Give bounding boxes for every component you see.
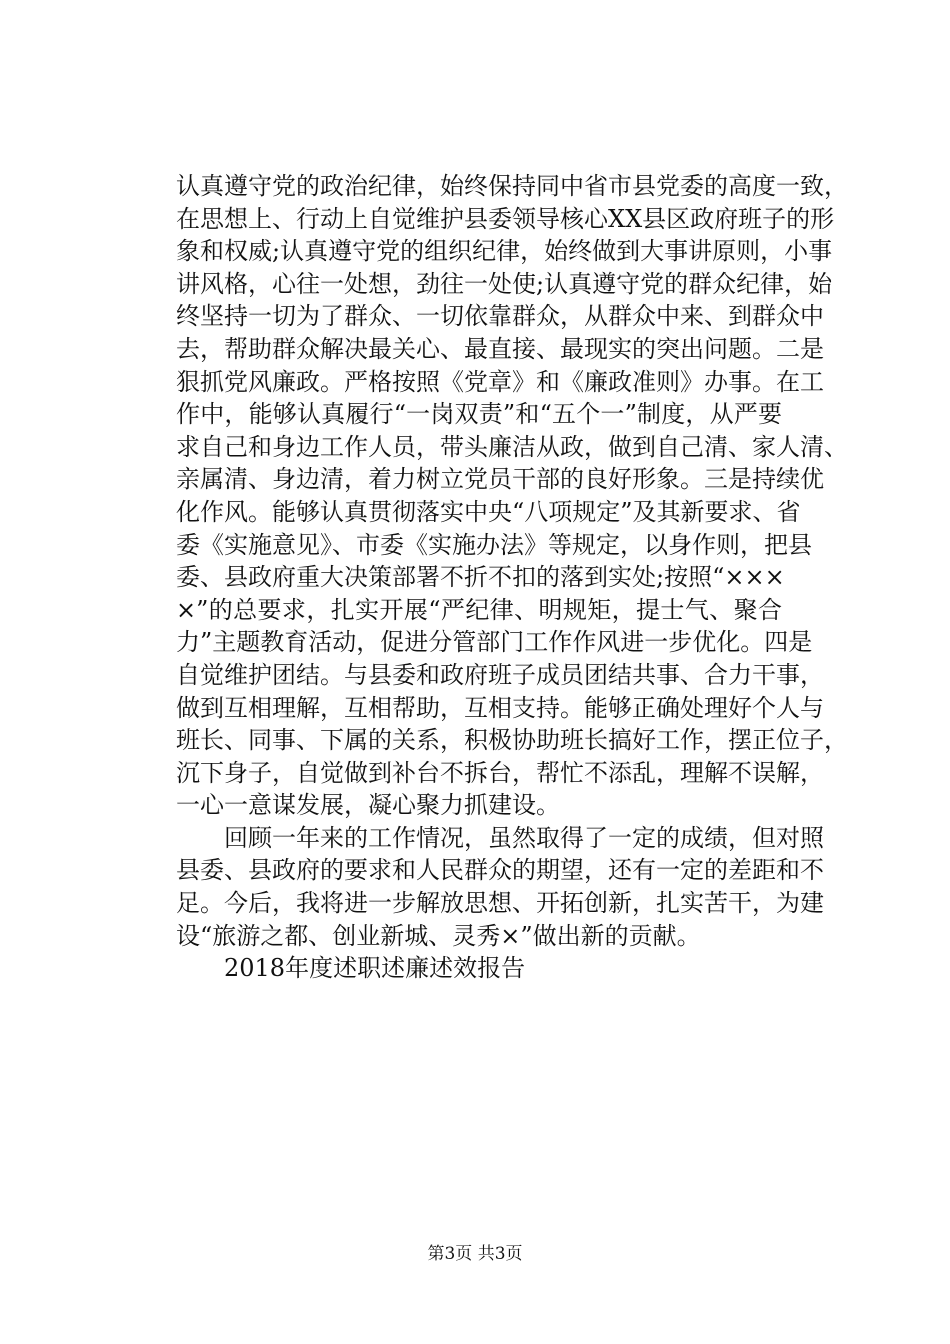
text-line: 求自己和身边工作人员，带头廉洁从政，做到自己清、家人清、	[176, 432, 848, 461]
text-line: 象和权威;认真遵守党的组织纪律，始终做到大事讲原则，小事	[176, 237, 833, 266]
text-line: 县委、县政府的要求和人民群众的期望，还有一定的差距和不	[176, 856, 824, 885]
page-footer: 第3页 共3页	[427, 1244, 523, 1264]
text-line: 做到互相理解，互相帮助，互相支持。能够正确处理好个人与	[176, 693, 824, 722]
text-line: 力”主题教育活动，促进分管部门工作作风进一步优化。四是	[176, 628, 813, 657]
text-line: 设“旅游之都、创业新城、灵秀×”做出新的贡献。	[176, 921, 701, 950]
body-text	[176, 170, 848, 985]
text-line: 委《实施意见》、市委《实施办法》等规定，以身作则，把县	[176, 530, 812, 559]
text-line: 足。今后，我将进一步解放思想、开拓创新，扎实苦干，为建	[176, 889, 824, 918]
text-line: ×”的总要求，扎实开展“严纪律、明规矩，提士气、聚合	[176, 595, 782, 624]
text-line: 化作风。能够认真贯彻落实中央“八项规定”及其新要求、省	[176, 497, 801, 526]
text-line: 自觉维护团结。与县委和政府班子成员团结共事、合力干事，	[176, 660, 824, 689]
text-line: 认真遵守党的政治纪律，始终保持同中省市县党委的高度一致，	[176, 172, 848, 200]
text-line: 讲风格，心往一处想，劲往一处使;认真遵守党的群众纪律，始	[176, 269, 833, 298]
text-line: 回顾一年来的工作情况，虽然取得了一定的成绩，但对照	[176, 823, 824, 852]
text-line: 在思想上、行动上自觉维护县委领导核心XX县区政府班子的形	[176, 204, 835, 233]
text-line: 亲属清、身边清，着力树立党员干部的良好形象。三是持续优	[176, 465, 824, 494]
text-line: 一心一意谋发展，凝心聚力抓建设。	[176, 791, 560, 820]
text-line: 狠抓党风廉政。严格按照《党章》和《廉政准则》办事。在工	[176, 367, 824, 396]
text-line: 终坚持一切为了群众、一切依靠群众，从群众中来、到群众中	[176, 302, 824, 331]
text-line: 沉下身子，自觉做到补台不拆台，帮忙不添乱，理解不误解，	[176, 758, 824, 787]
text-line: 作中，能够认真履行“一岗双责”和“五个一”制度，从严要	[176, 400, 782, 429]
text-line: 去，帮助群众解决最关心、最直接、最现实的突出问题。二是	[176, 334, 824, 363]
text-line: 班长、同事、下属的关系，积极协助班长搞好工作，摆正位子，	[176, 726, 848, 755]
text-line: 2018年度述职述廉述效报告	[176, 954, 526, 983]
text-line: 委、县政府重大决策部署不折不扣的落到实处;按照“×××	[176, 563, 785, 592]
